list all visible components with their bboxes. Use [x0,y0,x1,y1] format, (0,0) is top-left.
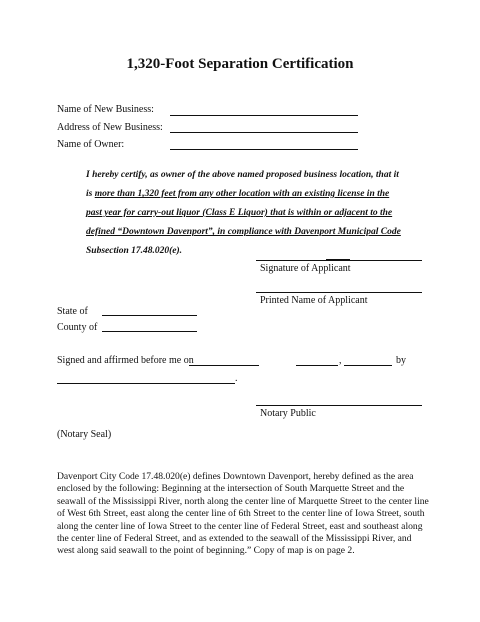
certification-line-3: past year for carry-out liquor (Class E Liquor) that is within or adjacent to the [86,208,393,218]
affirmed-extra-field[interactable] [344,365,392,366]
owner-name-label: Name of Owner: [57,139,125,150]
printed-name-label: Printed Name of Applicant [260,295,368,306]
certification-line-2: is more than 1,320 feet from any other location with an existing license in the [86,189,390,199]
affirmed-by-label: by [396,355,406,366]
certification-line-1: I hereby certify, as owner of the above named proposed business location, that it [86,170,399,180]
certification-statement [86,166,416,261]
county-label: County of [57,322,98,333]
certification-underlined-text: more than 1,320 feet from any other location with an existing license in the [94,189,390,199]
affirmed-date-field[interactable] [189,365,259,366]
printed-name-field[interactable] [256,292,422,293]
business-address-field[interactable] [170,132,358,133]
notary-public-label: Notary Public [260,408,316,419]
business-name-field[interactable] [170,115,358,116]
business-address-label: Address of New Business: [57,122,163,133]
notary-signature-field[interactable] [256,405,422,406]
affirmed-year-field[interactable] [296,365,338,366]
state-label: State of [57,306,88,317]
notary-seal-label: (Notary Seal) [57,429,112,440]
affirmed-name-field[interactable] [57,383,235,384]
business-name-label: Name of New Business: [57,104,154,115]
page-title: 1,320-Foot Separation Certification [126,56,354,72]
signature-field[interactable] [256,260,422,261]
affirmed-comma: , [339,355,342,366]
county-field[interactable] [102,331,197,332]
signature-label: Signature of Applicant [260,263,351,274]
owner-name-field[interactable] [170,149,358,150]
affirmed-period: . [235,373,238,384]
state-field[interactable] [102,315,197,316]
certification-line-4: defined “Downtown Davenport”, in compliance with Davenport Municipal Code [86,227,401,237]
certification-line-5: Subsection 17.48.020(e). [86,246,183,256]
downtown-definition-paragraph: Davenport City Code 17.48.020(e) defines Downtown Davenport, hereby defined as the area enclosed by the following: Beginning at the intersection of South Marquette Street and the seawall of the Mississippi River, north along the center line of Marquette Street to the center line of West 6th Street, east along the center line of 6th Street to the center line of Iowa Street, south along the center line of Iowa Street to the center line of Federal Street, east and southeast along the center line of Federal Street, and as extended to the seawall of the Mississippi River, and west along said seawall to the point of beginning.” Copy of map is on page 2. [57,471,429,557]
affirmed-label: Signed and affirmed before me on [57,355,194,366]
